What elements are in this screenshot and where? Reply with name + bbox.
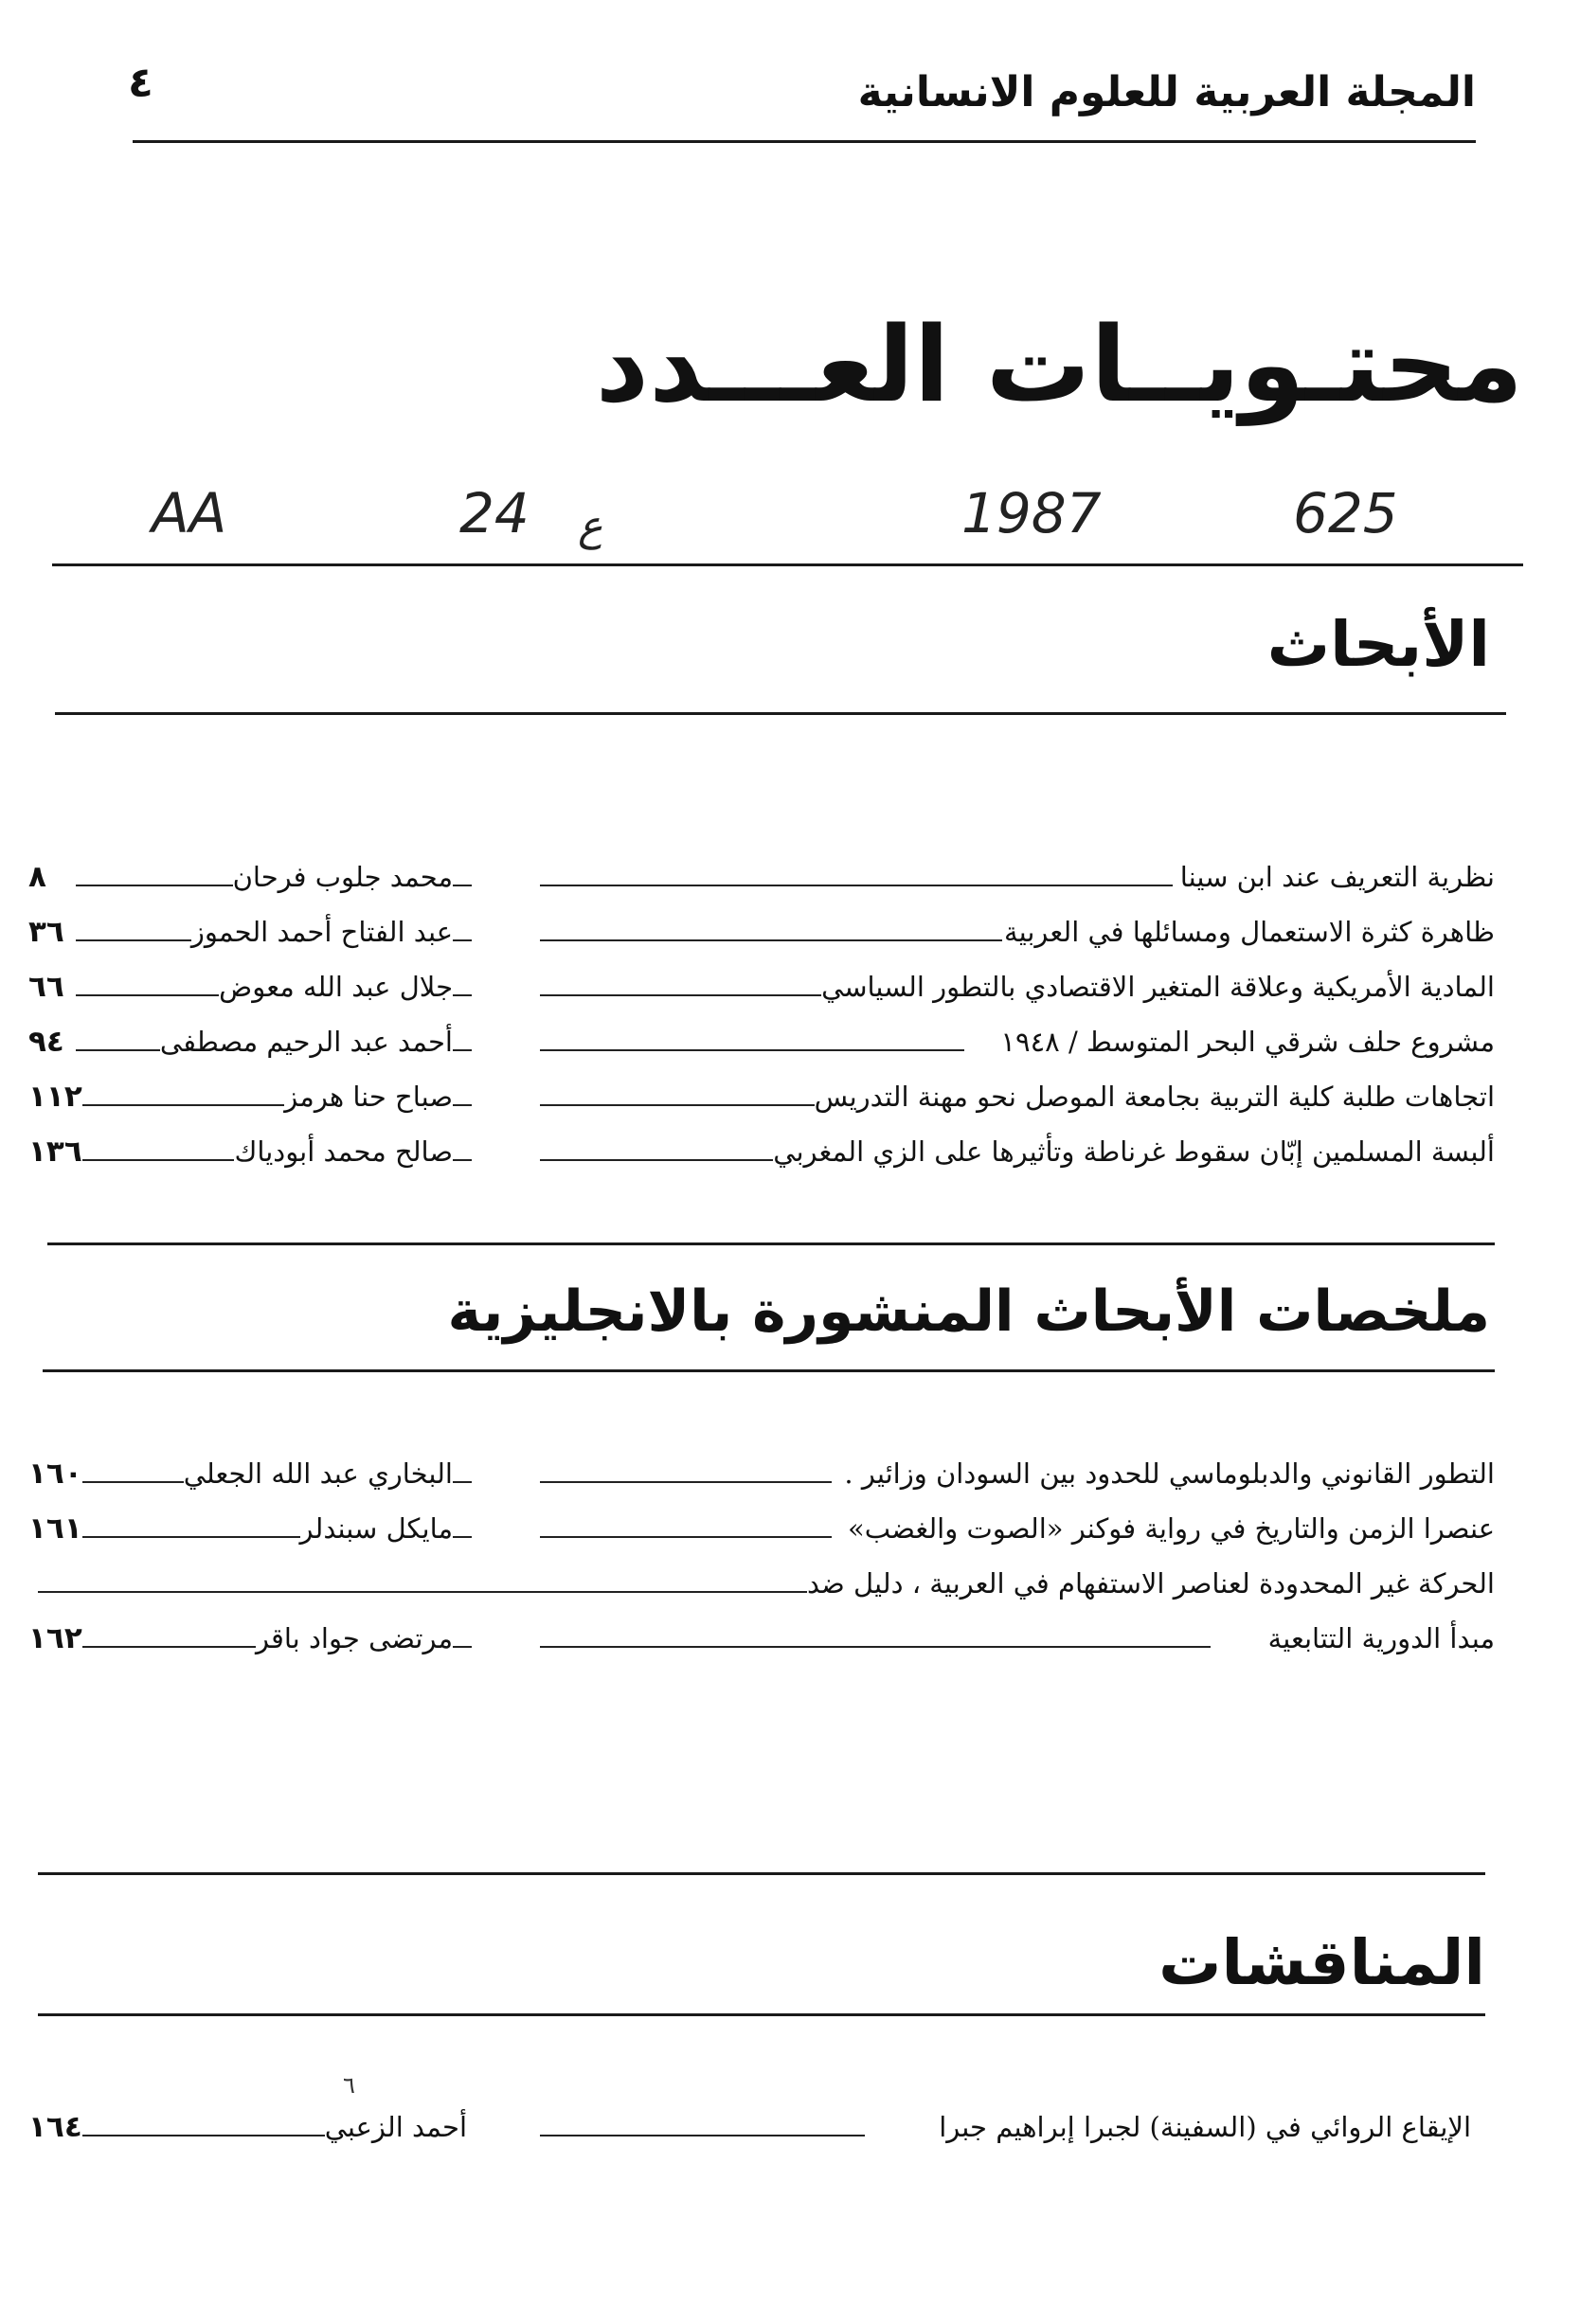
entry-page-number: ٣٦ xyxy=(28,907,64,956)
entry-title: نظرية التعريف عند ابن سينا xyxy=(1180,852,1495,902)
journal-title: المجلة العربية للعلوم الانسانية xyxy=(857,68,1476,116)
entry-title: المادية الأمريكية وعلاقة المتغير الاقتصادي بالتطور السياسي xyxy=(821,962,1495,1011)
entry-author: البخاري عبد الله الجعلي xyxy=(184,1449,453,1498)
section-rule xyxy=(43,1369,1495,1372)
entry-page-number: ٨ xyxy=(28,852,46,902)
entry-author: أحمد عبد الرحيم مصطفى xyxy=(160,1017,453,1066)
handwritten-note: AA xyxy=(152,481,227,545)
section-rule xyxy=(55,712,1506,715)
entry-page-number: ١٦٤ xyxy=(28,2102,82,2152)
entry-page-number: ٩٤ xyxy=(28,1017,64,1066)
toc-entry xyxy=(28,852,1495,902)
entry-author: صالح محمد أبودياك xyxy=(234,1127,453,1176)
toc-entry xyxy=(28,1127,1495,1176)
entry-author: عبد الفتاح أحمد الحموز xyxy=(191,907,453,956)
section-heading-english-abstracts: ملخصات الأبحاث المنشورة بالانجليزية xyxy=(447,1278,1490,1345)
handwritten-note: 24 xyxy=(459,481,530,545)
entry-author: أحمد الزعبي xyxy=(325,2102,467,2152)
entry-page-number: ٦٦ xyxy=(28,962,64,1011)
entry-author: محمد جلوب فرحان xyxy=(233,852,453,902)
entry-page-number: ١٦١ xyxy=(28,1504,82,1553)
entry-page-number: ١٦٢ xyxy=(28,1614,82,1663)
section-heading-research: الأبحاث xyxy=(1266,608,1490,681)
page-number: ٤ xyxy=(128,59,153,107)
entry-title: مشروع حلف شرقي البحر المتوسط / ١٩٤٨ xyxy=(1000,1017,1495,1066)
entry-author: مايكل سبندلر xyxy=(300,1504,454,1553)
entry-page-number: ١٦٠ xyxy=(28,1449,82,1498)
entry-author: مرتضى جواد باقر xyxy=(256,1614,453,1663)
entry-title: اتجاهات طلبة كلية التربية بجامعة الموصل نحو مهنة التدريس xyxy=(815,1072,1495,1121)
section-rule xyxy=(47,1242,1495,1245)
notes-rule xyxy=(52,563,1523,566)
header-rule xyxy=(133,140,1476,143)
toc-entry xyxy=(28,1559,1495,1608)
contents-title: محتـويــات العـــدد xyxy=(595,304,1523,425)
handwritten-note: ع xyxy=(578,502,603,550)
entry-author: جلال عبد الله معوض xyxy=(219,962,453,1011)
handwritten-note: 1987 xyxy=(961,481,1102,545)
entry-page-number: ١١٢ xyxy=(28,1072,82,1121)
toc-entry xyxy=(28,962,1495,1011)
entry-title: ألبسة المسلمين إبّان سقوط غرناطة وتأثيرها على الزي المغربي xyxy=(773,1127,1495,1176)
entry-title: ظاهرة كثرة الاستعمال ومسائلها في العربية xyxy=(1004,907,1495,956)
entry-title: التطور القانوني والدبلوماسي للحدود بين السودان وزائير . xyxy=(844,1449,1495,1498)
entry-page-number: ١٣٦ xyxy=(28,1127,82,1176)
entry-title: الحركة غير المحدودة لعناصر الاستفهام في العربية ، دليل ضد xyxy=(807,1559,1495,1608)
toc-entry xyxy=(28,1072,1495,1121)
section-rule xyxy=(38,1872,1485,1875)
section-rule xyxy=(38,2013,1485,2016)
section-heading-discussions: المناقشات xyxy=(1158,1926,1485,1999)
toc-entry xyxy=(28,1449,1495,1498)
pen-mark: ٦ xyxy=(343,2072,355,2099)
entry-title: عنصرا الزمن والتاريخ في رواية فوكنر «الصوت والغضب» xyxy=(848,1504,1495,1553)
toc-entry xyxy=(28,1614,1495,1663)
toc-entry xyxy=(28,1504,1495,1553)
toc-entry xyxy=(28,2102,1471,2152)
entry-title: مبدأ الدورية التتابعية xyxy=(1268,1614,1495,1663)
entry-title: الإيقاع الروائي في (السفينة) لجبرا إبراهيم جبرا xyxy=(939,2102,1471,2152)
handwritten-note: 625 xyxy=(1293,481,1398,545)
toc-entry xyxy=(28,1017,1495,1066)
toc-entry xyxy=(28,907,1495,956)
entry-author: صباح حنا هرمز xyxy=(284,1072,453,1121)
